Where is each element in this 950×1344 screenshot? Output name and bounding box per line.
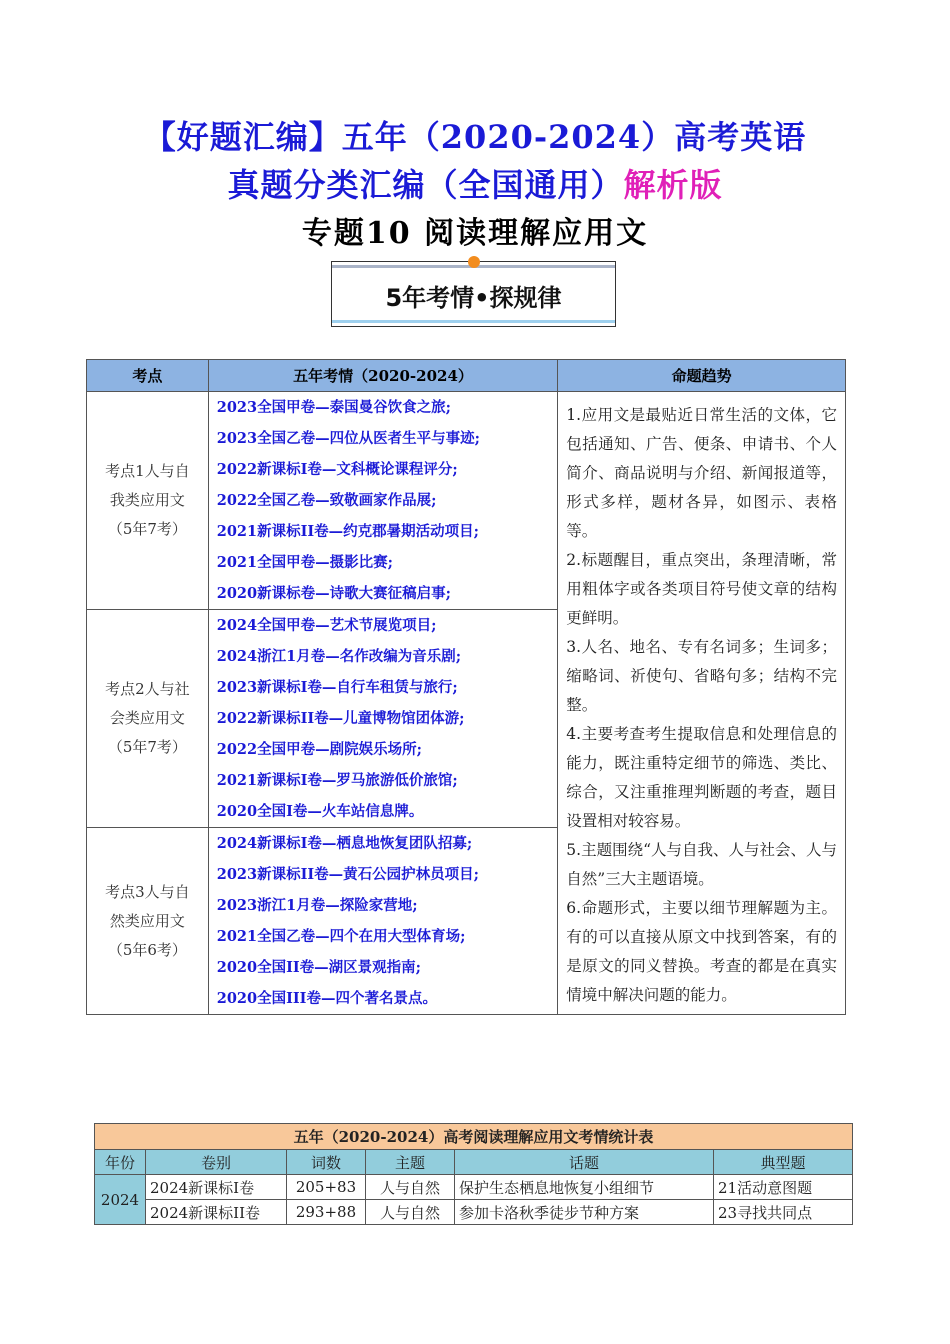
header-kaodian: 考点	[87, 360, 209, 392]
stat-cell: 2024新课标I卷	[146, 1175, 287, 1200]
table-row	[95, 1200, 853, 1225]
stat-cell: 人与自然	[366, 1200, 455, 1225]
point-label-line: 考点3人与自	[105, 882, 190, 901]
point-label-line: 我类应用文	[109, 491, 185, 509]
header-five-year: 五年考情（2020-2024）	[208, 360, 558, 392]
exam-item: 2021全国乙卷—四个在用大型体育场;	[216, 928, 466, 945]
exam-item: 2021新课标II卷—约克郡暑期活动项目;	[216, 523, 480, 540]
point-label-line: （5年7考）	[107, 738, 187, 756]
trend-item: 4.主要考查考生提取信息和处理信息的能力，既注重特定细节的筛选、类比、综合，又注重推理判断题的考查，题目设置相对较容易。	[566, 724, 837, 830]
trend-item: 5.主题围绕“人与自我、人与社会、人与自然”三大主题语境。	[566, 840, 838, 888]
stat-header: 典型题	[714, 1150, 853, 1175]
stat-cell: 205+83	[287, 1175, 366, 1200]
exam-list	[208, 610, 558, 828]
exam-item: 2021新课标I卷—罗马旅游低价旅馆;	[216, 772, 458, 789]
header-trend: 命题趋势	[558, 360, 846, 392]
point-label	[87, 610, 209, 828]
trend-cell	[558, 392, 846, 1015]
exam-item: 2023新课标II卷—黄石公园护林员项目;	[216, 866, 480, 883]
trend-item: 2.标题醒目，重点突出，条理清晰，常用粗体字或各类项目符号使文章的结构更鲜明。	[566, 550, 837, 627]
badge-dot-icon	[468, 256, 480, 268]
point-label-line: （5年7考）	[107, 520, 187, 538]
exam-item: 2022新课标I卷—文科概论课程评分;	[216, 461, 458, 478]
point-label-line: 然类应用文	[109, 911, 185, 930]
stat-header: 年份	[95, 1150, 146, 1175]
exam-item: 2022新课标II卷—儿童博物馆团体游;	[216, 710, 465, 727]
exam-item: 2023全国甲卷—泰国曼谷饮食之旅;	[216, 399, 451, 416]
exam-item: 2022全国甲卷—剧院娱乐场所;	[216, 741, 422, 758]
stat-caption-row	[95, 1124, 853, 1150]
stat-cell: 参加卡洛秋季徒步节种方案	[455, 1200, 714, 1225]
table-header-row	[87, 360, 846, 392]
exam-item: 2023浙江1月卷—探险家营地;	[216, 897, 418, 914]
stat-cell: 23寻找共同点	[714, 1200, 853, 1225]
stat-cell: 保护生态栖息地恢复小组细节	[455, 1175, 714, 1200]
point-label-line: 考点1人与自	[105, 462, 190, 480]
stat-header: 话题	[455, 1150, 714, 1175]
exam-item: 2020新课标卷—诗歌大赛征稿启事;	[216, 585, 451, 602]
exam-item: 2023新课标I卷—自行车租赁与旅行;	[216, 679, 458, 696]
point-label-line: 考点2人与社	[105, 680, 190, 698]
stat-cell: 人与自然	[366, 1175, 455, 1200]
stat-caption: 五年（2020-2024）高考阅读理解应用文考情统计表	[95, 1124, 853, 1150]
point-label-line: 会类应用文	[109, 709, 185, 727]
exam-list	[208, 828, 558, 1015]
exam-item: 2023全国乙卷—四位从医者生平与事迹;	[216, 430, 480, 447]
exam-item: 2024全国甲卷—艺术节展览项目;	[216, 617, 437, 634]
stat-header: 主题	[366, 1150, 455, 1175]
exam-item: 2022全国乙卷—致敬画家作品展;	[216, 492, 437, 509]
stat-header: 卷别	[146, 1150, 287, 1175]
section-badge	[331, 261, 616, 327]
stat-table	[94, 1123, 853, 1225]
point-label-line: （5年6考）	[107, 940, 187, 959]
doc-title-line2-main: 真题分类汇编（全国通用）	[227, 166, 624, 204]
exam-item: 2021全国甲卷—摄影比赛;	[216, 554, 393, 571]
stat-header-row	[95, 1150, 853, 1175]
stat-header: 词数	[287, 1150, 366, 1175]
trend-item: 6.命题形式，主要以细节理解题为主。有的可以直接从原文中找到答案，有的是原文的同义替换。考查的都是在真实情境中解决问题的能力。	[566, 898, 837, 1004]
stat-cell: 293+88	[287, 1200, 366, 1225]
doc-title-line1: 【好题汇编】五年（2020-2024）高考英语	[143, 118, 807, 156]
trend-item: 1.应用文是最贴近日常生活的文体，它包括通知、广告、便条、申请书、个人简介、商品说明与介绍、新闻报道等，形式多样，题材各异，如图示、表格等。	[566, 405, 837, 540]
table-row	[87, 392, 846, 610]
table-row	[95, 1175, 853, 1200]
stat-cell: 21活动意图题	[714, 1175, 853, 1200]
exam-item: 2020全国I卷—火车站信息牌。	[216, 803, 424, 820]
exam-item: 2020全国II卷—湖区景观指南;	[216, 959, 422, 976]
exam-item: 2024新课标I卷—栖息地恢复团队招募;	[216, 835, 473, 852]
badge-bottom-bar	[332, 320, 615, 323]
badge-label: 5年考情•探规律	[385, 284, 562, 312]
stat-cell: 2024新课标II卷	[146, 1200, 287, 1225]
exam-list	[208, 392, 558, 610]
doc-subtitle: 专题10 阅读理解应用文	[301, 216, 649, 251]
doc-title-line2-highlight: 解析版	[623, 166, 723, 204]
doc-title-line2	[0, 160, 950, 206]
exam-points-table	[86, 359, 846, 1015]
stat-year: 2024	[95, 1175, 146, 1225]
point-label	[87, 828, 209, 1015]
trend-item: 3.人名、地名、专有名词多；生词多；缩略词、祈使句、省略句多；结构不完整。	[566, 637, 837, 714]
point-label	[87, 392, 209, 610]
exam-item: 2024浙江1月卷—名作改编为音乐剧;	[216, 648, 462, 665]
exam-item: 2020全国III卷—四个著名景点。	[216, 990, 437, 1007]
